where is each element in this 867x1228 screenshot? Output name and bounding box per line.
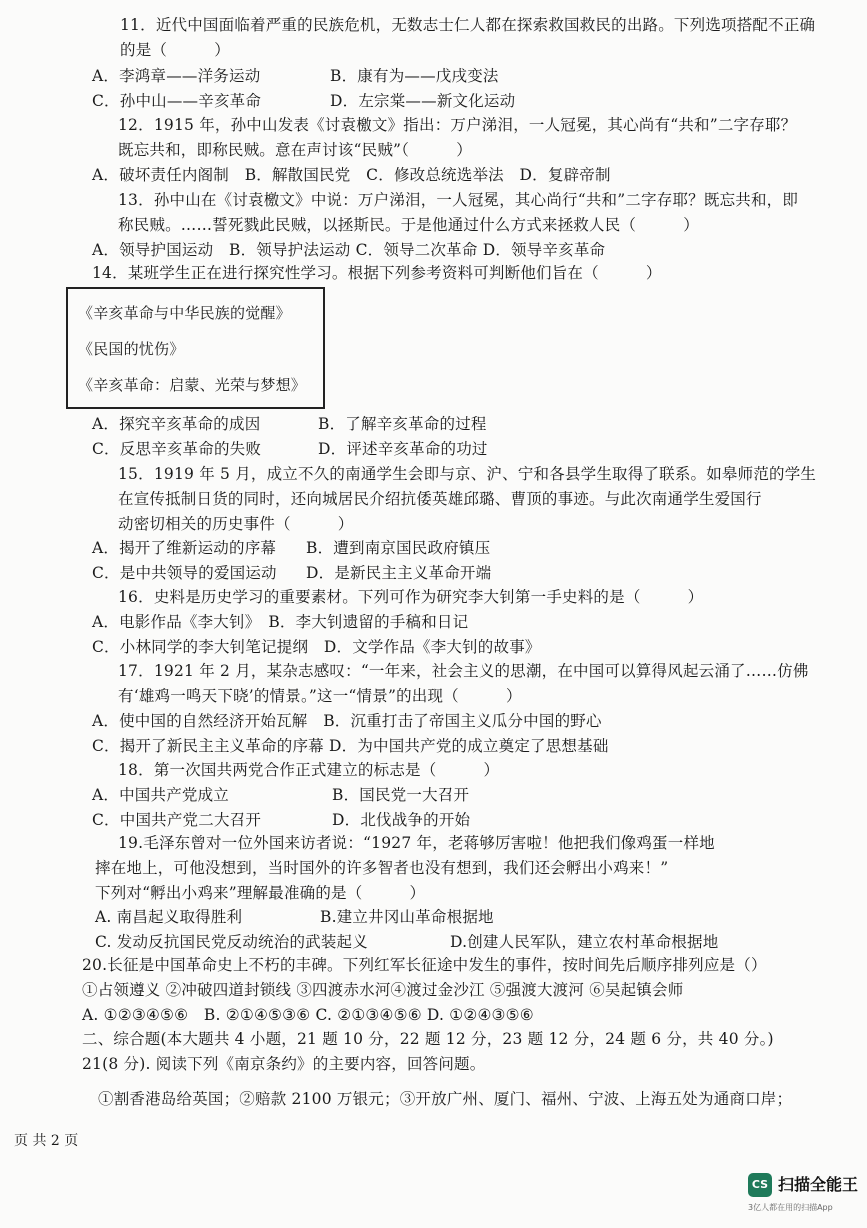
q18-option-b: B．国民党一大召开 bbox=[332, 786, 470, 804]
q15-option-d: D．是新民主主义革命开端 bbox=[306, 564, 492, 582]
q16-options-line1: A．电影作品《李大钊》 B．李大钊遗留的手稿和日记 bbox=[92, 613, 469, 631]
q15-stem-line2: 在宣传抵制日货的同时，还向城居民介绍抗倭英雄邱璐、曹顶的事迹。与此次南通学生爱国行 bbox=[118, 490, 762, 508]
q14-materials-box bbox=[66, 287, 325, 409]
q20-stem: 20.长征是中国革命史上不朽的丰碑。下列红军长征途中发生的事件，按时间先后顺序排列应是（） bbox=[82, 956, 767, 974]
q21-material: ①割香港岛给英国；②赔款 2100 万银元；③开放广州、厦门、福州、宁波、上海五处为通商口岸； bbox=[98, 1090, 793, 1108]
q17-options-line2: C．揭开了新民主主义革命的序幕 D．为中国共产党的成立奠定了思想基础 bbox=[92, 737, 609, 755]
q18-option-d: D．北伐战争的开始 bbox=[332, 811, 471, 829]
q17-stem-line2: 有‘雄鸡一鸣天下晓’的情景。”这一“情景”的出现（ ） bbox=[118, 687, 522, 705]
q13-stem-line2: 称民贼。……誓死戮此民贼，以拯斯民。于是他通过什么方式来拯救人民（ ） bbox=[118, 216, 699, 234]
q14-material-3: 《辛亥革命：启蒙、光荣与梦想》 bbox=[78, 376, 307, 394]
q12-options: A．破坏责任内阁制 B．解散国民党 C．修改总统选举法 D．复辟帝制 bbox=[92, 166, 611, 184]
q19-stem-line3: 下列对“孵出小鸡来”理解最准确的是（ ） bbox=[95, 884, 426, 902]
q15-stem-line3: 动密切相关的历史事件（ ） bbox=[118, 515, 354, 533]
q21-stem: 21(8 分). 阅读下列《南京条约》的主要内容，回答问题。 bbox=[82, 1055, 486, 1073]
q11-stem-line2: 的是（ ） bbox=[120, 41, 230, 59]
watermark-name: 扫描全能王 bbox=[778, 1175, 859, 1194]
camscanner-logo-icon: CS bbox=[748, 1173, 772, 1197]
q12-stem-line2: 既忘共和，即称民贼。意在声讨该“民贼”（ ） bbox=[118, 141, 472, 159]
page-footer: 页 共 2 页 bbox=[14, 1133, 79, 1149]
q14-option-c: C．反思辛亥革命的失败 bbox=[92, 440, 262, 458]
q19-option-c: C. 发动反抗国民党反动统治的武装起义 bbox=[95, 933, 368, 951]
q14-option-a: A．探究辛亥革命的成因 bbox=[92, 415, 261, 433]
q11-option-d: D．左宗棠——新文化运动 bbox=[330, 92, 516, 110]
q17-stem-line1: 17．1921 年 2 月，某杂志感叹：“一年来，社会主义的思潮，在中国可以算得风起云涌了……仿佛 bbox=[118, 662, 809, 680]
q15-stem-line1: 15．1919 年 5 月，成立不久的南通学生会即与京、沪、宁和各县学生取得了联系。如皋师范的学生 bbox=[118, 465, 817, 483]
q14-material-1: 《辛亥革命与中华民族的觉醒》 bbox=[78, 304, 291, 322]
q11-option-c: C．孙中山——辛亥革命 bbox=[92, 92, 262, 110]
q15-option-c: C．是中共领导的爱国运动 bbox=[92, 564, 277, 582]
q18-option-c: C．中国共产党二大召开 bbox=[92, 811, 262, 829]
q15-option-b: B．遭到南京国民政府镇压 bbox=[306, 539, 491, 557]
q20-events: ①占领遵义 ②冲破四道封锁线 ③四渡赤水河④渡过金沙江 ⑤强渡大渡河 ⑥吴起镇会师 bbox=[82, 981, 684, 999]
q14-material-2: 《民国的忧伤》 bbox=[78, 340, 185, 358]
q13-options: A．领导护国运动 B．领导护法运动 C．领导二次革命 D．领导辛亥革命 bbox=[92, 241, 606, 259]
q16-options-line2: C．小林同学的李大钊笔记提纲 D．文学作品《李大钊的故事》 bbox=[92, 638, 541, 656]
q14-option-d: D．评述辛亥革命的功过 bbox=[318, 440, 488, 458]
section2-heading: 二、综合题(本大题共 4 小题，21 题 10 分，22 题 12 分，23 题 12 分，24 题 6 分，共 40 分。) bbox=[82, 1030, 774, 1048]
q13-stem-line1: 13．孙中山在《讨袁檄文》中说：万户涕泪，一人冠冕，其心尚行“共和”二字存耶？既忘共和，即 bbox=[118, 191, 799, 209]
q19-option-d: D.创建人民军队，建立农村革命根据地 bbox=[450, 933, 719, 951]
q14-stem: 14．某班学生正在进行探究性学习。根据下列参考资料可判断他们旨在（ ） bbox=[92, 264, 662, 282]
q19-stem-line1: 19.毛泽东曾对一位外国来访者说：“1927 年，老蒋够厉害啦！他把我们像鸡蛋一样地 bbox=[118, 834, 715, 852]
q16-stem: 16．史料是历史学习的重要素材。下列可作为研究李大钊第一手史料的是（ ） bbox=[118, 588, 704, 606]
q19-option-a: A. 南昌起义取得胜利 bbox=[95, 908, 243, 926]
q17-options-line1: A．使中国的自然经济开始瓦解 B．沉重打击了帝国主义瓜分中国的野心 bbox=[92, 712, 602, 730]
q20-options: A. ①②③④⑤⑥ B. ②①④⑤③⑥ C. ②①③④⑤⑥ D. ①②④③⑤⑥ bbox=[82, 1006, 534, 1024]
q11-option-b: B．康有为——戊戌变法 bbox=[330, 67, 499, 85]
q15-option-a: A．揭开了维新运动的序幕 bbox=[92, 539, 277, 557]
q11-stem-line1: 11．近代中国面临着严重的民族危机，无数志士仁人都在探索救国救民的出路。下列选项搭配不正确 bbox=[120, 16, 816, 34]
watermark-slogan: 3亿人都在用的扫描App bbox=[748, 1203, 833, 1212]
scanner-watermark bbox=[748, 1171, 858, 1221]
q18-option-a: A．中国共产党成立 bbox=[92, 786, 229, 804]
q14-option-b: B．了解辛亥革命的过程 bbox=[318, 415, 487, 433]
q19-option-b: B.建立井冈山革命根据地 bbox=[320, 908, 494, 926]
q19-stem-line2: 摔在地上，可他没想到，当时国外的许多智者也没有想到，我们还会孵出小鸡来！” bbox=[95, 859, 669, 877]
q18-stem: 18．第一次国共两党合作正式建立的标志是（ ） bbox=[118, 761, 500, 779]
q12-stem-line1: 12．1915 年，孙中山发表《讨袁檄文》指出：万户涕泪，一人冠冕，其心尚有“共和”二字存耶？ bbox=[118, 116, 797, 134]
q11-option-a: A．李鸿章——洋务运动 bbox=[92, 67, 261, 85]
